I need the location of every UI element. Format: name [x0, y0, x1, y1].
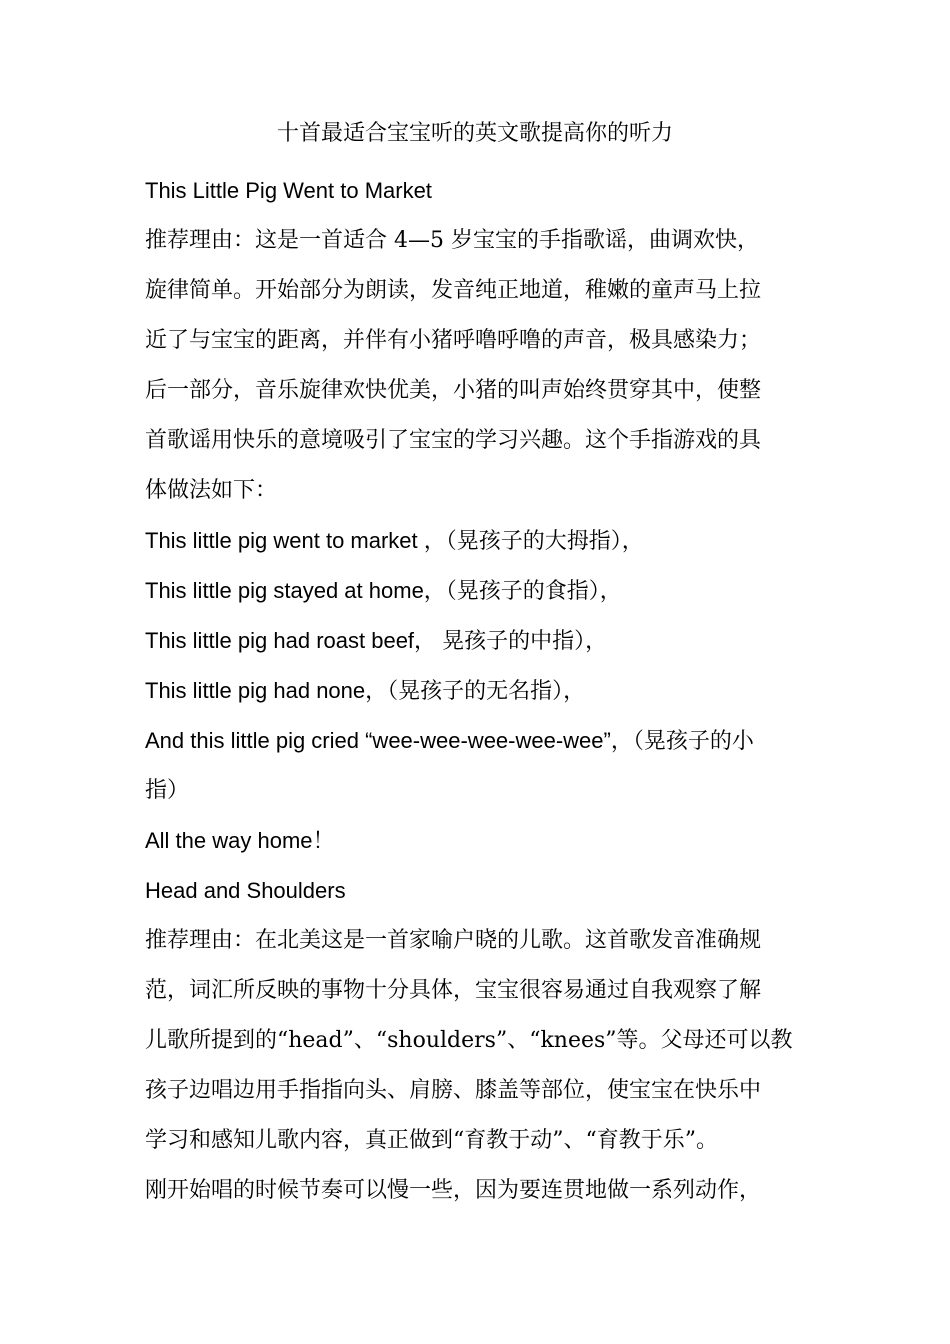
- text-line: 推荐理由：这是一首适合 4—5 岁宝宝的手指歌谣，曲调欢快，: [145, 228, 759, 253]
- text-line: 后一部分，音乐旋律欢快优美，小猪的叫声始终贯穿其中，使整: [145, 378, 762, 403]
- text-line: All the way home！: [145, 828, 335, 853]
- text-line: 刚开始唱的时候节奏可以慢一些，因为要连贯地做一系列动作，: [145, 1178, 762, 1203]
- text-line: 旋律简单。开始部分为朗读，发音纯正地道，稚嫩的童声马上拉: [145, 278, 762, 303]
- text-line: 儿歌所提到的“head”、“shoulders”、“knees”等。父母还可以教: [145, 1028, 793, 1053]
- text-line: This little pig stayed at home，（晃孩子的食指），: [145, 578, 622, 603]
- text-line: 体做法如下：: [145, 478, 278, 503]
- text-line: This Little Pig Went to Market: [145, 178, 432, 203]
- text-line: 指）: [145, 778, 190, 803]
- text-line: This little pig had roast beef， 晃孩子的中指），: [145, 628, 608, 653]
- text-line: 学习和感知儿歌内容，真正做到“育教于动”、“育教于乐”。: [145, 1128, 718, 1153]
- text-line: This little pig went to market ，（晃孩子的大拇指），: [145, 528, 644, 553]
- document-body: [145, 166, 810, 1216]
- text-line: 近了与宝宝的距离，并伴有小猪呼噜呼噜的声音，极具感染力；: [145, 328, 762, 353]
- document-title: 十首最适合宝宝听的英文歌提高你的听力: [276, 121, 673, 146]
- text-line: This little pig had none，（晃孩子的无名指），: [145, 678, 586, 703]
- text-line: 范，词汇所反映的事物十分具体，宝宝很容易通过自我观察了解: [145, 978, 762, 1003]
- text-line: 首歌谣用快乐的意境吸引了宝宝的学习兴趣。这个手指游戏的具: [145, 428, 762, 453]
- text-line: 推荐理由：在北美这是一首家喻户晓的儿歌。这首歌发音准确规: [145, 928, 762, 953]
- text-line: Head and Shoulders: [145, 878, 346, 903]
- text-line: And this little pig cried “wee-wee-wee-wee-wee”，（晃孩子的小: [145, 728, 754, 753]
- text-line: 孩子边唱边用手指指向头、肩膀、膝盖等部位，使宝宝在快乐中: [145, 1078, 762, 1103]
